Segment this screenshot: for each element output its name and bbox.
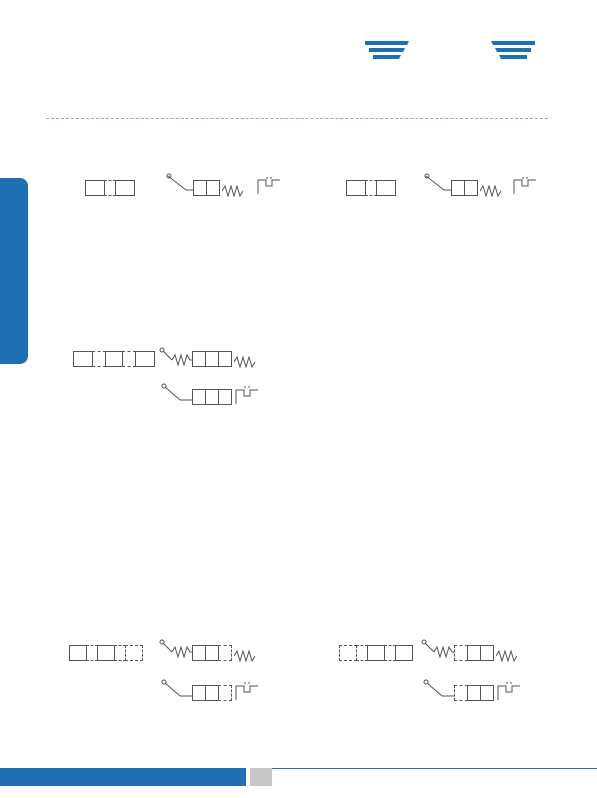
position-0 xyxy=(205,685,219,701)
three-position-symbol xyxy=(193,645,232,661)
three-position-symbol xyxy=(193,685,232,701)
three-position-symbol xyxy=(70,645,143,661)
footer-bar xyxy=(0,768,246,786)
side-tab[interactable] xyxy=(0,178,28,364)
position-b xyxy=(115,180,135,196)
empty-cell xyxy=(125,645,143,661)
spring-symbol xyxy=(234,647,256,666)
lever-actuator-symbol xyxy=(160,382,194,410)
lever-spring-actuator-symbol xyxy=(420,638,456,664)
position-a xyxy=(192,351,206,367)
transition-cell xyxy=(92,351,106,367)
position-a xyxy=(85,180,105,196)
position-b xyxy=(218,389,232,405)
two-position-symbol xyxy=(347,180,396,196)
position-b xyxy=(480,685,494,701)
position-a xyxy=(192,645,206,661)
position-0 xyxy=(467,685,481,701)
empty-cell xyxy=(454,645,468,661)
position-0 xyxy=(205,645,219,661)
position-b xyxy=(206,180,220,196)
spring-symbol xyxy=(480,182,502,201)
page-number xyxy=(250,768,272,786)
detent-symbol xyxy=(234,384,260,410)
detent-symbol xyxy=(256,176,282,200)
section-divider xyxy=(46,118,548,119)
empty-cell xyxy=(218,685,232,701)
position-a xyxy=(192,389,206,405)
transition-cell xyxy=(122,351,136,367)
empty-cell xyxy=(454,685,468,701)
position-0 xyxy=(97,645,115,661)
position-b xyxy=(464,180,478,196)
position-0 xyxy=(105,351,123,367)
position-b xyxy=(480,645,494,661)
spring-symbol xyxy=(222,182,244,201)
lever-spring-actuator-symbol xyxy=(158,638,194,664)
two-position-symbol xyxy=(452,180,478,196)
wanerf-logo xyxy=(365,36,545,66)
empty-cell xyxy=(218,645,232,661)
position-b xyxy=(376,180,396,196)
position-0 xyxy=(205,351,219,367)
empty-cell xyxy=(339,645,357,661)
three-position-symbol xyxy=(455,645,494,661)
position-a xyxy=(73,351,93,367)
position-0 xyxy=(367,645,385,661)
spring-symbol xyxy=(496,647,518,666)
position-b xyxy=(218,351,232,367)
three-position-symbol xyxy=(193,351,232,367)
detent-symbol xyxy=(496,680,522,706)
spring-symbol xyxy=(234,353,256,372)
three-position-symbol xyxy=(340,645,413,661)
position-a xyxy=(192,685,206,701)
lever-actuator-symbol xyxy=(424,172,454,202)
three-position-symbol xyxy=(193,389,232,405)
three-position-symbol xyxy=(74,351,155,367)
position-a xyxy=(193,180,207,196)
lever-actuator-symbol xyxy=(160,678,194,706)
two-position-symbol xyxy=(194,180,220,196)
detent-symbol xyxy=(234,680,260,706)
position-0 xyxy=(205,389,219,405)
position-a xyxy=(69,645,87,661)
lever-spring-actuator-symbol xyxy=(158,346,194,372)
two-position-symbol xyxy=(86,180,135,196)
position-0 xyxy=(467,645,481,661)
lever-actuator-symbol xyxy=(166,172,196,202)
position-b xyxy=(395,645,413,661)
position-a xyxy=(346,180,366,196)
position-a xyxy=(451,180,465,196)
footer-rule xyxy=(272,768,597,769)
lever-actuator-symbol xyxy=(422,678,456,706)
position-b xyxy=(135,351,155,367)
detent-symbol xyxy=(512,176,538,200)
three-position-symbol xyxy=(455,685,494,701)
